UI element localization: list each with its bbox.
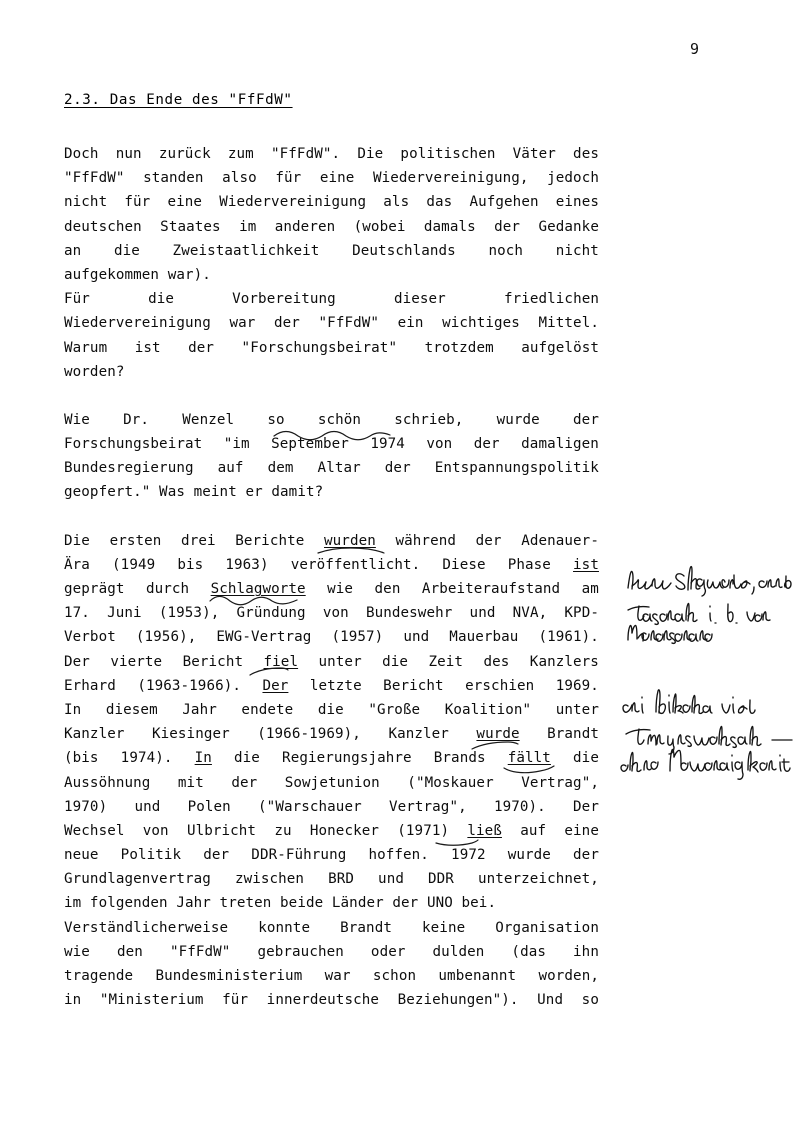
word: und (134, 798, 161, 815)
word: ihn (573, 943, 599, 960)
word: trotzdem (424, 339, 494, 356)
text-column (64, 88, 599, 1012)
word: unter (555, 701, 599, 718)
word: der (384, 460, 411, 477)
word: ersten (109, 532, 162, 549)
word: (1966-1969), (257, 726, 361, 743)
margin-note-1 (624, 556, 794, 642)
word: eine (167, 194, 203, 211)
word: der (203, 847, 230, 864)
word: politischen (400, 146, 496, 162)
text-line (64, 287, 599, 311)
word: unterzeichnet, (477, 871, 599, 888)
word: Grundlagenvertrag (64, 871, 211, 888)
word: worden, (538, 968, 599, 984)
word: Kanzler (388, 726, 449, 743)
text-line (64, 674, 599, 698)
word: durch (145, 581, 190, 597)
section-heading: 2.3. Das Ende des "FfFdW" (64, 92, 293, 108)
word: der (188, 339, 215, 356)
word: von (322, 605, 349, 622)
word: 1974). (120, 750, 173, 767)
word: die (382, 653, 409, 670)
word: des (483, 653, 510, 670)
word: für (275, 170, 302, 187)
word: friedlichen (503, 291, 599, 308)
word: der (573, 411, 599, 428)
text-line (64, 336, 599, 360)
word: eine (564, 822, 599, 839)
word: mit (177, 774, 204, 791)
word: tragende (64, 968, 134, 984)
page-number: 9 (690, 40, 700, 58)
word: Honecker (309, 822, 380, 839)
word: (1957) (331, 629, 384, 646)
word: konnte (258, 919, 311, 936)
word: Polen (187, 798, 231, 815)
text-line (64, 722, 599, 746)
word: BRD (328, 871, 355, 888)
word: schrieb, (394, 411, 464, 428)
word: von (426, 436, 453, 453)
word: Bundesministerium (155, 968, 303, 984)
word: Wiedervereinigung, (372, 170, 529, 187)
word: zu (274, 822, 292, 839)
word: Zweistaatlichkeit (172, 242, 320, 259)
word: veröffentlicht. (290, 556, 421, 573)
word: "Forschungsbeirat" (241, 339, 398, 356)
word: aufgekommen war). (64, 266, 211, 283)
word: 1963) (225, 556, 269, 573)
text-line (64, 964, 599, 988)
word: ("Moskauer (407, 774, 494, 791)
word: wie (327, 581, 354, 597)
word: "im (223, 436, 250, 453)
word: Politik (120, 847, 182, 864)
word: auf (217, 460, 244, 477)
text-line (64, 311, 599, 335)
margin-note-2 (622, 682, 798, 770)
word: Und (537, 992, 564, 1009)
text-line (64, 601, 599, 625)
word: Bericht (182, 653, 244, 670)
word: Ära (64, 556, 90, 573)
word: 1974 (370, 436, 405, 453)
word: dulden (432, 943, 485, 960)
text-line (64, 166, 599, 190)
word: wichtiges (442, 315, 520, 332)
word: im folgenden Jahr treten beide Länder der UNO bei. (64, 895, 497, 912)
word: "FfFdW" (318, 315, 380, 332)
text-line (64, 746, 599, 770)
word: an (64, 242, 82, 259)
word: zum (227, 146, 254, 162)
word: "Ministerium (99, 992, 204, 1009)
word: Kanzler (64, 726, 125, 743)
word: nicht (555, 242, 599, 259)
word: zwischen (234, 871, 305, 888)
text-line (64, 650, 599, 674)
word: Warum (64, 339, 108, 356)
word: Diese (442, 556, 486, 573)
word: Der (64, 653, 90, 670)
word: schon (372, 968, 417, 984)
paragraph-1 (64, 142, 599, 384)
word: nicht (64, 194, 108, 211)
word: eines (555, 194, 599, 211)
word: Entspannungspolitik (434, 460, 599, 477)
word: so (581, 992, 599, 1009)
word: Mittel. (538, 315, 599, 332)
word-underlined: In (194, 750, 212, 767)
text-line (64, 625, 599, 649)
word: Deutschlands (352, 242, 456, 259)
word: Brands (433, 750, 486, 767)
margin-note-2-transcription (622, 682, 623, 683)
word: und (378, 871, 404, 888)
text-line (64, 988, 599, 1012)
word: deutschen (64, 218, 142, 235)
paragraph-2 (64, 408, 599, 505)
text-line (64, 916, 599, 940)
word: als (383, 194, 410, 211)
word: 1972 (451, 847, 486, 864)
word: Kanzlers (529, 653, 599, 670)
word: Doch (64, 146, 99, 162)
word: der (494, 218, 521, 235)
word: in (64, 992, 82, 1009)
word: (das (511, 943, 546, 960)
text-line (64, 360, 599, 384)
word: NVA, (512, 605, 548, 622)
word: wurde (507, 847, 551, 864)
word: die (317, 701, 344, 718)
word: (1949 (112, 556, 156, 573)
word: Bundesregierung (64, 460, 194, 477)
word: Aufgehen (469, 194, 539, 211)
word: neue (64, 847, 99, 864)
word: unter (318, 653, 362, 670)
word: Bericht (383, 677, 444, 694)
word: Sowjetunion (284, 774, 380, 791)
word: Altar (317, 460, 361, 477)
text-line (64, 190, 599, 214)
text-line (64, 456, 599, 480)
word: Adenauer- (521, 532, 599, 549)
word: die (113, 242, 140, 259)
word: auf (520, 822, 547, 839)
margin-note-1-transcription (624, 556, 625, 557)
word: 1970). (493, 798, 546, 815)
word: gebrauchen (257, 943, 344, 960)
word: (1963-1966). (137, 677, 242, 694)
word: der (473, 436, 500, 453)
word: Vertrag", (388, 798, 467, 815)
text-line (64, 843, 599, 867)
word: dem (267, 460, 294, 477)
word: keine (422, 919, 466, 936)
word-underlined: fällt (507, 750, 551, 767)
word: DDR (428, 871, 454, 888)
word: dieser (393, 291, 446, 308)
text-line (64, 577, 599, 601)
word: nun (115, 146, 142, 162)
word: der (231, 774, 258, 791)
word: (1971) (397, 822, 450, 839)
text-line (64, 432, 599, 456)
paragraph-gap (64, 505, 599, 529)
word: oder (370, 943, 406, 960)
word: aufgelöst (521, 339, 599, 356)
word: am (581, 581, 599, 597)
word: vierte (110, 653, 163, 670)
text-line (64, 529, 599, 553)
word: Forschungsbeirat (64, 436, 203, 453)
word: und (469, 605, 496, 622)
word: Väter (512, 146, 556, 162)
word: Vorbereitung (232, 291, 336, 308)
word: Arbeiteraufstand (421, 581, 561, 597)
word: im (239, 218, 257, 235)
word: Organisation (495, 919, 599, 936)
word: standen (143, 170, 204, 187)
word: (bis (64, 750, 99, 767)
word-underlined: Der (262, 677, 289, 694)
word: also (222, 170, 257, 187)
word: Koalition" (444, 701, 532, 718)
word: umbenannt (438, 968, 517, 984)
word: "FfFdW" (169, 943, 231, 960)
word: schön (317, 411, 362, 428)
word: Aussöhnung (64, 774, 151, 791)
word: des (573, 146, 599, 162)
word: Regierungsjahre (282, 750, 412, 767)
word: für (222, 992, 249, 1009)
word: für (124, 194, 151, 211)
word: drei (181, 532, 216, 549)
text-line (64, 795, 599, 819)
word-underlined: wurden (324, 532, 376, 549)
word: Vertrag", (521, 774, 599, 791)
word: Berichte (235, 532, 305, 549)
word: während (395, 532, 456, 549)
word: worden? (64, 363, 125, 380)
word: zurück (158, 146, 211, 162)
word: den (116, 943, 143, 960)
text-line (64, 867, 599, 891)
word: "FfFdW" (64, 170, 125, 187)
word: die (573, 750, 599, 767)
word: geprägt (64, 581, 125, 597)
word: hoffen. (368, 847, 429, 864)
word: geopfert." Was meint er damit? (64, 484, 324, 501)
word: wurde (496, 411, 540, 428)
word: Gründung (236, 605, 306, 622)
paragraph-3 (64, 529, 599, 1013)
word: EWG-Vertrag (216, 629, 312, 646)
word: (1961). (538, 629, 599, 646)
text-line (64, 142, 599, 166)
word: (wobei (353, 218, 406, 235)
word: wie (64, 943, 90, 960)
text-line (64, 891, 599, 915)
word: der (573, 847, 599, 864)
text-line (64, 771, 599, 795)
word: Wiedervereinigung (219, 194, 367, 211)
word: noch (488, 242, 524, 259)
word: (1953), (158, 605, 220, 622)
word: Wiedervereinigung (64, 315, 211, 332)
word-underlined: ist (573, 556, 599, 573)
word: In (64, 701, 82, 718)
word: jedoch (547, 170, 599, 187)
word-underlined: wurde (476, 726, 520, 743)
word-underlined: fiel (263, 653, 299, 670)
word: Juni (107, 605, 142, 622)
text-line (64, 698, 599, 722)
word: anderen (274, 218, 336, 235)
word: von (142, 822, 169, 839)
word: KPD- (564, 605, 599, 622)
word: "Große (368, 701, 421, 718)
text-line (64, 819, 599, 843)
text-line (64, 940, 599, 964)
word: Jahr (182, 701, 217, 718)
word: Kiesinger (151, 726, 230, 743)
word: 17. (64, 605, 90, 622)
word: war (324, 968, 351, 984)
word: Wechsel (64, 822, 125, 839)
word: der (475, 532, 502, 549)
word: Dr. (123, 411, 150, 428)
word: die (148, 291, 174, 308)
word: Für (64, 291, 90, 308)
word: Brandt (340, 919, 392, 936)
word: "FfFdW". (271, 146, 341, 162)
word: endete (241, 701, 294, 718)
word: Verbot (64, 629, 116, 646)
word: das (426, 194, 453, 211)
paragraph-gap (64, 384, 599, 408)
word: Phase (507, 556, 551, 573)
word: Die (357, 146, 384, 162)
word: Beziehungen"). (397, 992, 519, 1009)
word: Ulbricht (186, 822, 257, 839)
word: (1956), (135, 629, 197, 646)
word: DDR-Führung (251, 847, 347, 864)
word: letzte (309, 677, 362, 694)
word: ist (134, 339, 161, 356)
word: 1969. (555, 677, 599, 694)
word: September (271, 436, 349, 453)
text-line (64, 215, 599, 239)
word: die (234, 750, 260, 767)
word: Erhard (64, 677, 116, 694)
text-line (64, 263, 599, 287)
word: Verständlicherweise (64, 919, 229, 936)
text-line (64, 480, 599, 504)
word: damaligen (521, 436, 599, 453)
word: Staates (160, 218, 221, 235)
word: ("Warschauer (258, 798, 362, 815)
word: so (267, 411, 285, 428)
word: war (229, 315, 256, 332)
word: den (374, 581, 401, 597)
word: erschien (465, 677, 535, 694)
word: 1970) (64, 798, 108, 815)
word: der (274, 315, 300, 332)
word: innerdeutsche (266, 992, 380, 1009)
word: ein (397, 315, 424, 332)
text-line (64, 553, 599, 577)
word: Bundeswehr (365, 605, 453, 622)
word-underlined: ließ (467, 822, 502, 839)
word: damals (423, 218, 476, 235)
word-underlined: Schlagworte (210, 581, 306, 597)
word: Gedanke (538, 218, 599, 235)
word: Wie (64, 411, 90, 428)
word: Die (64, 532, 90, 549)
word: diesem (105, 701, 158, 718)
text-line (64, 408, 599, 432)
word: Zeit (428, 653, 464, 670)
word: bis (177, 556, 204, 573)
word: Brandt (547, 726, 599, 743)
word: eine (319, 170, 355, 187)
word: Mauerbau (449, 629, 519, 646)
word: Der (573, 798, 599, 815)
text-line (64, 239, 599, 263)
word: Wenzel (182, 411, 235, 428)
word: und (403, 629, 430, 646)
